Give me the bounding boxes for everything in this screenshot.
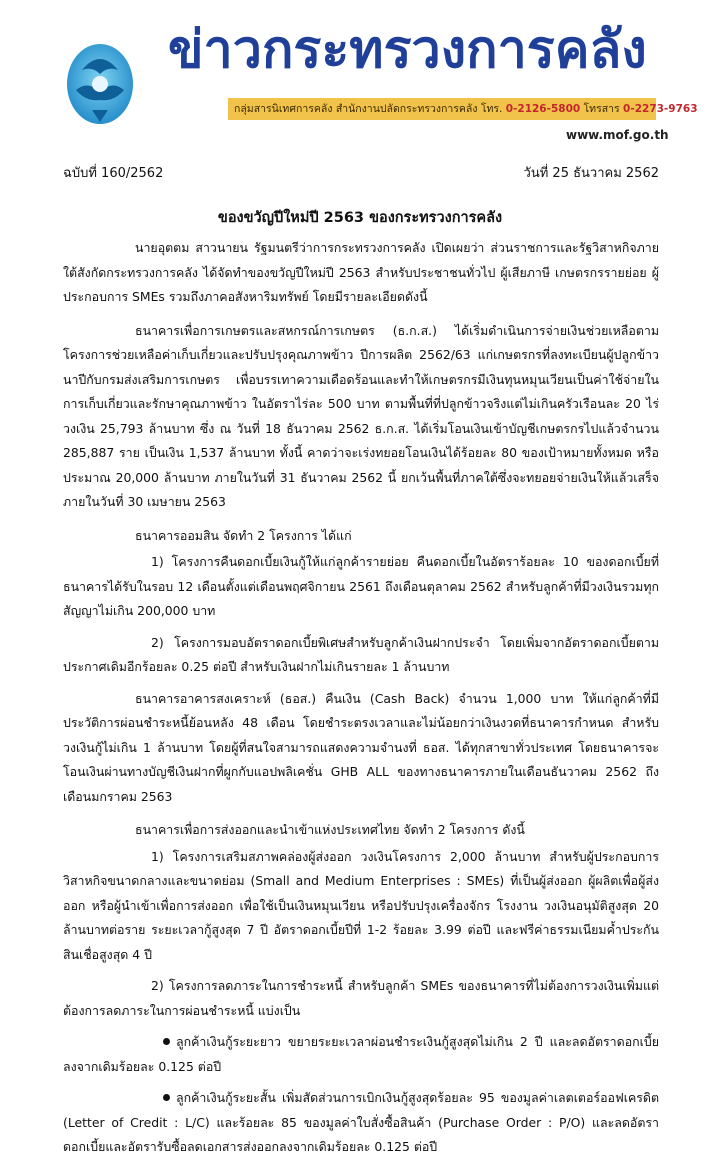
ministry-emblem-icon bbox=[62, 40, 138, 130]
exim-bullet-1 bbox=[63, 1030, 659, 1079]
bullet-2-text: ลูกค้าเงินกู้ระยะสั้น เพิ่มสัดส่วนการเบิกเงินกู้สูงสุดร้อยละ 95 ของมูลค่าเลตเตอร์ออฟเครดิต (Letter of Credit : L/C) และร้อยละ 85 ของมูลค่าใบสั่งซื้อสินค้า (Purchase Order : P/O) และลดอัตราดอกเบี้ยและอัตรารับซื้อลดเอกสารส่งออกลงจากเดิมร้อยละ 0.125 ต่อปี bbox=[63, 1090, 659, 1154]
bullet-icon bbox=[163, 1094, 170, 1101]
issue-number: ฉบับที่ 160/2562 bbox=[63, 166, 164, 181]
fax-label: โทรสาร bbox=[583, 103, 620, 115]
exim-bullet-2 bbox=[63, 1086, 659, 1160]
bullet-icon bbox=[163, 1038, 170, 1045]
exim-item-2: 2) โครงการลดภาระในการชำระหนี้ สำหรับลูกค้า SMEs ของธนาคารที่ไม่ต้องการวงเงินเพิ่มแต่ต้องการลดภาระในการผ่อนชำระหนี้ แบ่งเป็น bbox=[63, 978, 659, 1018]
issue-date: วันที่ 25 ธันวาคม 2562 bbox=[523, 166, 659, 181]
masthead bbox=[0, 0, 720, 150]
document-body bbox=[63, 236, 659, 1167]
gsb-item-2: 2) โครงการมอบอัตราดอกเบี้ยพิเศษสำหรับลูกค้าเงินฝากประจำ โดยเพิ่มจากอัตราดอกเบี้ยตามประกาศเดิมอีกร้อยละ 0.25 ต่อปี สำหรับเงินฝากไม่เกินรายละ 1 ล้านบาท bbox=[63, 634, 659, 674]
baac-paragraph: ธนาคารเพื่อการเกษตรและสหกรณ์การเกษตร (ธ.ก.ส.) ได้เริ่มดำเนินการจ่ายเงินช่วยเหลือตามโครงการช่วยเหลือค่าเก็บเกี่ยวและปรับปรุงคุณภาพข้าว ปีการผลิต 2562/63 แก่เกษตรกรที่ลงทะเบียนผู้ปลูกข้าวนาปีกับกรมส่งเสริมการเกษตร เพื่อบรรเทาความเดือดร้อนและทำให้เกษตรกรมีเงินทุนหมุนเวียนเป็นค่าใช้จ่ายในการเก็บเกี่ยวและรักษาคุณภาพข้าว ในอัตราไร่ละ 500 บาท ตามพื้นที่ที่ปลูกข้าวจริงแต่ไม่เกินครัวเรือนละ 20 ไร่ วงเงิน 25,793 ล้านบาท ซึ่ง ณ วันที่ 18 ธันวาคม 2562 ธ.ก.ส. ได้เริ่มโอนเงินเข้าบัญชีเกษตรกรไปแล้วจำนวน 285,887 ราย เป็นเงิน 1,537 ล้านบาท ทั้งนี้ คาดว่าจะเร่งทยอยโอนเงินได้ร้อยละ 80 ของเป้าหมายทั้งหมด หรือประมาณ 20,000 ล้านบาท ภายในวันที่ 31 ธันวาคม 2562 นี้ ยกเว้นพื้นที่ภาคใต้ซึ่งจะทยอยจ่ายเงินให้แล้วเสร็จภายในวันที่ 30 เมษายน 2563 bbox=[63, 322, 659, 509]
contact-ribbon bbox=[228, 98, 698, 120]
bullet-1-text: ลูกค้าเงินกู้ระยะยาว ขยายระยะเวลาผ่อนชำระเงินกู้สูงสุดไม่เกิน 2 ปี และลดอัตราดอกเบี้ยลงจากเดิมร้อยละ 0.125 ต่อปี bbox=[63, 1034, 659, 1074]
fax-number: 0-2273-9763 bbox=[623, 103, 698, 115]
intro-paragraph: นายอุตตม สาวนายน รัฐมนตรีว่าการกระทรวงการคลัง เปิดเผยว่า ส่วนราชการและรัฐวิสาหกิจภายใต้สังกัดกระทรวงการคลัง ได้จัดทำของขวัญปีใหม่ปี 2563 สำหรับประชาชนทั่วไป ผู้เสียภาษี เกษตรกรรายย่อย ผู้ประกอบการ SMEs รวมถึงภาคอสังหาริมทรัพย์ โดยมีรายละเอียดดังนี้ bbox=[63, 240, 659, 304]
exim-heading: ธนาคารเพื่อการส่งออกและนำเข้าแห่งประเทศไทย จัดทำ 2 โครงการ ดังนี้ bbox=[135, 822, 525, 837]
ribbon-text: กลุ่มสารนิเทศการคลัง สำนักงานปลัดกระทรวงการคลัง โทร. bbox=[234, 103, 503, 115]
phone-number: 0-2126-5800 bbox=[505, 103, 581, 115]
masthead-title: ข่าวกระทรวงการคลัง bbox=[168, 20, 647, 80]
exim-item-1: 1) โครงการเสริมสภาพคล่องผู้ส่งออก วงเงินโครงการ 2,000 ล้านบาท สำหรับผู้ประกอบการวิสาหกิจขนาดกลางและขนาดย่อม (Small and Medium Enterprises : SMEs) ที่เป็นผู้ส่งออก ผู้ผลิตเพื่อผู้ส่งออก หรือผู้นำเข้าเพื่อการส่งออก เพื่อใช้เป็นเงินหมุนเวียน หรือปรับปรุงเครื่องจักร โรงงาน วงเงินอนุมัติสูงสุด 20 ล้านบาทต่อราย ระยะเวลากู้สูงสุด 7 ปี อัตราดอกเบี้ยปีที่ 1-2 ร้อยละ 3.99 ต่อปี และฟรีค่าธรรมเนียมค้ำประกันสินเชื่อสูงสุด 4 ปี bbox=[63, 848, 659, 962]
website-link[interactable]: www.mof.go.th bbox=[566, 128, 669, 142]
gsb-heading: ธนาคารออมสิน จัดทำ 2 โครงการ ได้แก่ bbox=[135, 527, 352, 543]
gsb-item-1: 1) โครงการคืนดอกเบี้ยเงินกู้ให้แก่ลูกค้ารายย่อย คืนดอกเบี้ยในอัตราร้อยละ 10 ของดอกเบี้ยที่ธนาคารได้รับในรอบ 12 เดือนตั้งแต่เดือนพฤศจิกายน 2561 ถึงเดือนตุลาคม 2562 สำหรับลูกค้าที่มีวงเงินรวมทุกสัญญาไม่เกิน 200,000 บาท bbox=[63, 554, 659, 618]
ghb-paragraph: ธนาคารอาคารสงเคราะห์ (ธอส.) คืนเงิน (Cash Back) จำนวน 1,000 บาท ให้แก่ลูกค้าที่มีประวัติการผ่อนชำระหนี้ย้อนหลัง 48 เดือน โดยชำระตรงเวลาและไม่น้อยกว่าเงินงวดที่ธนาคารกำหนด สำหรับวงเงินกู้ไม่เกิน 1 ล้านบาท โดยผู้ที่สนใจสามารถแสดงความจำนงที่ ธอส. ได้ทุกสาขาทั่วประเทศ โดยธนาคารจะโอนเงินผ่านทางบัญชีเงินฝากที่ผูกกับแอปพลิเคชั่น GHB ALL ของทางธนาคารภายในเดือนธันวาคม 2562 ถึงเดือนมกราคม 2563 bbox=[63, 690, 659, 804]
page-title: ของขวัญปีใหม่ปี 2563 ของกระทรวงการคลัง bbox=[217, 210, 503, 226]
